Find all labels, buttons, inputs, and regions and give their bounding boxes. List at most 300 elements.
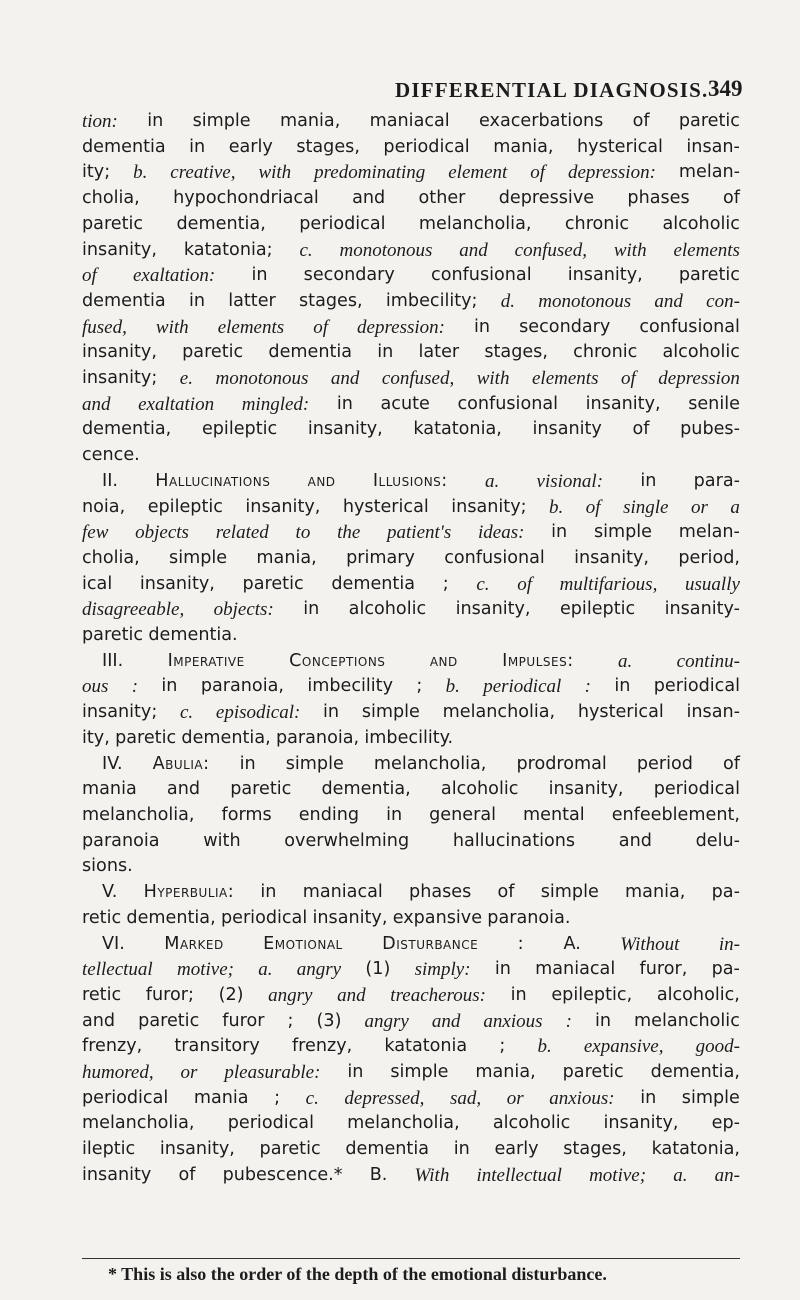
word: epileptic <box>147 496 223 517</box>
word: dementia. <box>148 625 238 646</box>
word: Without <box>620 933 680 955</box>
word: humored, <box>82 1062 154 1084</box>
word: prodromal <box>516 753 607 774</box>
word: katatonia <box>384 1036 468 1057</box>
word: alcoholic, <box>656 984 740 1005</box>
word: of <box>632 419 650 440</box>
word: Imperative <box>167 650 245 671</box>
word: hysterical <box>577 702 664 723</box>
word: melan- <box>678 162 740 183</box>
word: paranoia. <box>487 907 571 928</box>
word: Hallucinations <box>155 470 271 491</box>
word: insanity, <box>574 547 650 568</box>
word: and <box>459 239 488 261</box>
word: in- <box>718 933 740 955</box>
word: insanity, <box>82 239 157 260</box>
word: early <box>228 136 273 157</box>
word: alcoholic <box>662 342 740 363</box>
word: angry <box>364 1010 409 1032</box>
word: e. <box>179 368 193 390</box>
text-line <box>82 803 740 829</box>
footnote: * This is also the order of the depth of the emotional disturbance. <box>108 1264 607 1284</box>
word: depression <box>658 368 740 390</box>
word: tellectual <box>82 959 153 981</box>
word: motive; <box>589 1164 647 1186</box>
word: ; <box>499 1036 506 1057</box>
word: c. <box>305 1087 319 1109</box>
word: ; <box>274 1087 281 1108</box>
word: monotonous <box>215 368 309 390</box>
word: melancholia, <box>347 1113 460 1134</box>
word: disagreeable, <box>82 599 185 621</box>
word: VI. <box>102 933 125 954</box>
word: Impulses: <box>502 650 574 671</box>
word: epileptic, <box>551 984 633 1005</box>
word: good- <box>695 1036 740 1058</box>
word: ical <box>82 573 113 594</box>
text-line <box>82 1009 740 1035</box>
word: katatonia; <box>183 239 273 260</box>
word: overwhelming <box>284 830 410 851</box>
text-line <box>82 160 740 186</box>
text-line <box>82 1163 740 1189</box>
word: multifarious, <box>559 573 658 595</box>
word: a. <box>258 959 273 981</box>
text-line <box>82 906 740 932</box>
word: melancholic <box>634 1010 740 1031</box>
word: dementia <box>82 290 166 311</box>
word: mania, <box>279 111 341 131</box>
word: and <box>431 1010 461 1032</box>
word: paranoia <box>82 830 160 851</box>
word: insanity- <box>664 599 740 620</box>
word: Marked <box>164 933 224 954</box>
text-line <box>82 392 740 418</box>
word: exacerbations <box>479 111 604 131</box>
word: dementia, <box>176 213 266 234</box>
word: epileptic <box>201 419 278 440</box>
word: melancholia, <box>418 213 532 234</box>
word: alcoholic <box>348 599 427 620</box>
word: a. <box>485 470 500 492</box>
word: confusional <box>639 316 740 337</box>
word: the <box>337 522 361 544</box>
text-line <box>82 186 740 212</box>
word: mania, <box>475 1062 536 1083</box>
word: paretic <box>82 213 144 234</box>
word: expansive <box>392 907 483 928</box>
word: in <box>336 393 353 414</box>
word: frenzy, <box>82 1036 143 1057</box>
word: in <box>239 753 256 774</box>
word: dementia <box>268 342 353 363</box>
word: c. <box>476 573 490 595</box>
word: hypochondriacal <box>173 188 319 209</box>
text-line <box>82 880 740 906</box>
word: mania <box>82 779 137 800</box>
word: furor; <box>145 984 194 1005</box>
word: dementia, <box>321 779 411 800</box>
word: confused, <box>514 239 587 261</box>
word: anxious: <box>549 1087 615 1109</box>
word: of <box>585 496 601 518</box>
word: enfeeblement, <box>611 804 740 825</box>
word: in <box>510 984 527 1005</box>
text-line <box>82 495 740 521</box>
word: imbecility <box>307 676 393 697</box>
text-line <box>82 752 740 778</box>
word: pleasurable: <box>224 1062 321 1084</box>
word: in <box>260 882 277 903</box>
word: element <box>448 162 508 184</box>
word: acute <box>380 393 430 414</box>
word: elements <box>673 239 740 261</box>
word: in <box>188 290 205 311</box>
word: ity; <box>82 162 111 183</box>
word: ep- <box>711 1113 740 1134</box>
word: simple <box>285 753 344 774</box>
word: periodical <box>653 779 740 800</box>
word: primary <box>346 547 415 568</box>
word: of <box>497 882 515 903</box>
word: and <box>166 779 201 800</box>
word: katatonia, <box>413 419 502 440</box>
word: : <box>565 1010 572 1032</box>
word: III. <box>102 650 124 671</box>
word: : <box>584 676 591 698</box>
word: periodical <box>220 907 308 928</box>
word: noia, <box>82 496 126 517</box>
word: sions. <box>82 856 133 877</box>
word: monotonous <box>538 290 632 312</box>
word: senile <box>688 393 740 414</box>
text-line <box>82 212 740 238</box>
text-line <box>82 726 740 752</box>
word: and <box>618 830 652 851</box>
word: Emotional <box>263 933 343 954</box>
word: or <box>180 1062 198 1084</box>
word: insanity <box>82 1164 152 1185</box>
word: depressed, <box>344 1087 425 1109</box>
word: fused, <box>82 316 127 338</box>
word: later <box>418 342 460 363</box>
text-line <box>82 597 740 623</box>
word: ideas: <box>477 522 525 544</box>
word: periodical <box>383 136 470 157</box>
word: imbecility. <box>364 727 454 748</box>
word: and <box>337 984 366 1006</box>
word: b. <box>133 162 148 184</box>
word: in <box>614 676 631 697</box>
word: dementia, <box>82 419 172 440</box>
word: angry <box>268 984 313 1006</box>
word: periodical <box>82 1087 169 1108</box>
word: of <box>620 368 636 390</box>
word: (2) <box>218 984 244 1005</box>
text-line <box>82 366 740 392</box>
text-line <box>82 135 740 161</box>
word: in <box>347 1062 364 1083</box>
word: (3) <box>316 1010 342 1031</box>
word: and <box>82 1010 116 1031</box>
word: : <box>131 676 139 698</box>
word: melan- <box>678 522 740 543</box>
text-line <box>82 289 740 315</box>
word: confused, <box>381 368 455 390</box>
word: paretic <box>562 1062 624 1083</box>
word: monotonous <box>339 239 433 261</box>
word: With <box>414 1164 450 1186</box>
text-line <box>82 1137 740 1163</box>
word: insan- <box>686 136 740 157</box>
word: ending <box>298 804 360 825</box>
word: in <box>377 342 394 363</box>
word: related <box>215 522 269 544</box>
word: furor, <box>639 959 688 980</box>
word: in <box>251 265 268 286</box>
text-line <box>82 957 740 983</box>
word: insanity; <box>82 368 158 389</box>
word: alcoholic <box>662 213 740 234</box>
word: treacherous: <box>390 984 486 1006</box>
word: paretic <box>678 111 740 131</box>
word: d. <box>500 290 515 312</box>
word: insanity, <box>245 496 321 517</box>
word: retic <box>82 907 122 928</box>
word: maniacal <box>369 111 450 131</box>
word: paretic <box>242 573 304 594</box>
word: episodical: <box>215 702 301 724</box>
word: b. <box>549 496 564 518</box>
word: simple <box>540 882 599 903</box>
word: period <box>636 753 693 774</box>
word: anxious <box>483 1010 543 1032</box>
word: with <box>258 162 292 184</box>
text-line <box>82 1060 740 1086</box>
word: cholia, <box>82 188 140 209</box>
word: in <box>474 316 491 337</box>
word: imbecility; <box>385 290 478 311</box>
word: dementia, <box>181 727 271 748</box>
word: insanity, <box>139 573 215 594</box>
word: and <box>82 393 111 415</box>
text-line <box>82 469 740 495</box>
word: alcoholic <box>492 1113 571 1134</box>
text-line <box>82 340 740 366</box>
word: insanity <box>532 419 602 440</box>
text-line <box>82 983 740 1009</box>
word: B. <box>369 1164 388 1185</box>
word: retic <box>82 984 122 1005</box>
word: confusional <box>431 265 532 286</box>
word: with <box>613 239 647 261</box>
word: transitory <box>174 1036 260 1057</box>
word: insanity, <box>548 779 624 800</box>
word: and <box>330 368 360 390</box>
word: in <box>323 702 340 723</box>
word: melancholia, <box>82 804 195 825</box>
word: usually <box>685 573 740 595</box>
word: insanity, <box>159 1139 235 1160</box>
word: mingled: <box>241 393 310 415</box>
word: b. <box>445 676 460 698</box>
word: paretic <box>182 342 244 363</box>
word: A. <box>563 933 581 954</box>
word: of <box>723 753 740 774</box>
word: maniacal <box>535 959 616 980</box>
word: a. <box>618 650 633 672</box>
word: tion: <box>82 111 118 132</box>
word: mania, <box>625 882 686 903</box>
word: or <box>690 496 708 518</box>
word: a <box>730 496 740 518</box>
text-line <box>82 854 740 880</box>
word: Conceptions <box>289 650 386 671</box>
word: predominating <box>314 162 426 184</box>
word: periodical <box>483 676 562 698</box>
word: hallucinations <box>452 830 576 851</box>
word: to <box>295 522 311 544</box>
word: hysterical <box>342 496 429 517</box>
word: secondary <box>519 316 611 337</box>
word: simple <box>681 1087 740 1108</box>
word: ; <box>287 1010 294 1031</box>
word: periodical <box>299 213 386 234</box>
word: phases <box>627 188 690 209</box>
word: simple <box>593 522 653 543</box>
word: or <box>506 1087 524 1109</box>
word: (1) <box>365 959 391 980</box>
word: cholia, <box>82 547 140 568</box>
word: mania, <box>256 547 317 568</box>
word: insanity, <box>603 1113 679 1134</box>
word: mania, <box>493 136 554 157</box>
word: depression: <box>567 162 656 184</box>
word: early <box>494 1139 539 1160</box>
word: general <box>429 804 496 825</box>
word: epileptic <box>559 599 636 620</box>
word: in <box>386 804 403 825</box>
word: c. <box>299 239 313 261</box>
word: simple <box>361 702 420 723</box>
word: expansive, <box>583 1036 664 1058</box>
word: in <box>640 1087 657 1108</box>
word: of <box>313 316 328 338</box>
word: and <box>654 290 683 312</box>
word: simple <box>390 1062 449 1083</box>
text-line <box>82 315 740 341</box>
word: IV. <box>102 753 123 774</box>
word: in <box>189 136 206 157</box>
text-line <box>82 520 740 546</box>
word: II. <box>102 470 118 491</box>
word: with <box>155 316 189 338</box>
text-line <box>82 1034 740 1060</box>
text-line <box>82 623 740 649</box>
word: elements <box>217 316 285 338</box>
word: latter <box>228 290 276 311</box>
page-number: 349 <box>708 76 743 101</box>
word: of <box>82 265 97 287</box>
text-line <box>82 649 740 675</box>
word: confusional <box>444 547 545 568</box>
text-line <box>82 238 740 264</box>
word: single <box>623 496 669 518</box>
word: ; <box>416 676 423 697</box>
word: creative, <box>170 162 236 184</box>
word: simply: <box>414 959 471 981</box>
word: dementia <box>331 573 416 594</box>
text-line <box>82 263 740 289</box>
word: exaltation <box>138 393 215 415</box>
word: b. <box>537 1036 552 1058</box>
word: continu- <box>676 650 740 672</box>
word: of <box>517 573 532 595</box>
word: paretic <box>115 727 177 748</box>
body-text <box>82 109 740 1189</box>
word: ileptic <box>82 1139 136 1160</box>
word: Hyperbulia: <box>143 882 235 903</box>
word: melancholia, <box>442 702 556 723</box>
word: insanity, <box>312 907 388 928</box>
text-line <box>82 777 740 803</box>
word: secondary <box>303 265 395 286</box>
word: depression: <box>357 316 445 338</box>
word: paretic <box>230 779 292 800</box>
word: of <box>632 111 650 131</box>
word: V. <box>102 882 118 903</box>
word: insanity, <box>585 393 661 414</box>
word: insanity, <box>455 599 531 620</box>
word: paranoia, <box>200 676 284 697</box>
word: stages, <box>296 136 360 157</box>
word: stages, <box>484 342 548 363</box>
word: period, <box>678 547 740 568</box>
word: paranoia, <box>275 727 360 748</box>
word: elements <box>531 368 599 390</box>
word: exaltation: <box>132 265 216 287</box>
word: few <box>82 522 109 544</box>
word: pa- <box>711 882 740 903</box>
word: insanity, <box>567 265 643 286</box>
text-line <box>82 109 740 135</box>
word: dementia, <box>650 1062 740 1083</box>
word: and <box>352 188 386 209</box>
word: hysterical <box>577 136 663 157</box>
word: motive; <box>176 959 234 981</box>
word: stages, <box>299 290 363 311</box>
word: phases <box>409 882 472 903</box>
word: in <box>453 1139 470 1160</box>
running-header <box>0 78 800 106</box>
word: sad, <box>450 1087 482 1109</box>
word: insan- <box>686 702 740 723</box>
word: insanity; <box>82 702 158 723</box>
text-line <box>82 546 740 572</box>
word: in <box>551 522 568 543</box>
word: alcoholic <box>440 779 519 800</box>
word: confusional <box>457 393 559 414</box>
word: other <box>418 188 466 209</box>
word: paretic <box>259 1139 321 1160</box>
text-line <box>82 1111 740 1137</box>
word: frenzy, <box>291 1036 353 1057</box>
word: insanity; <box>451 496 527 517</box>
word: katatonia, <box>651 1139 740 1160</box>
word: in <box>640 470 657 491</box>
word: in <box>147 111 164 131</box>
word: pubescence.* <box>222 1164 343 1185</box>
